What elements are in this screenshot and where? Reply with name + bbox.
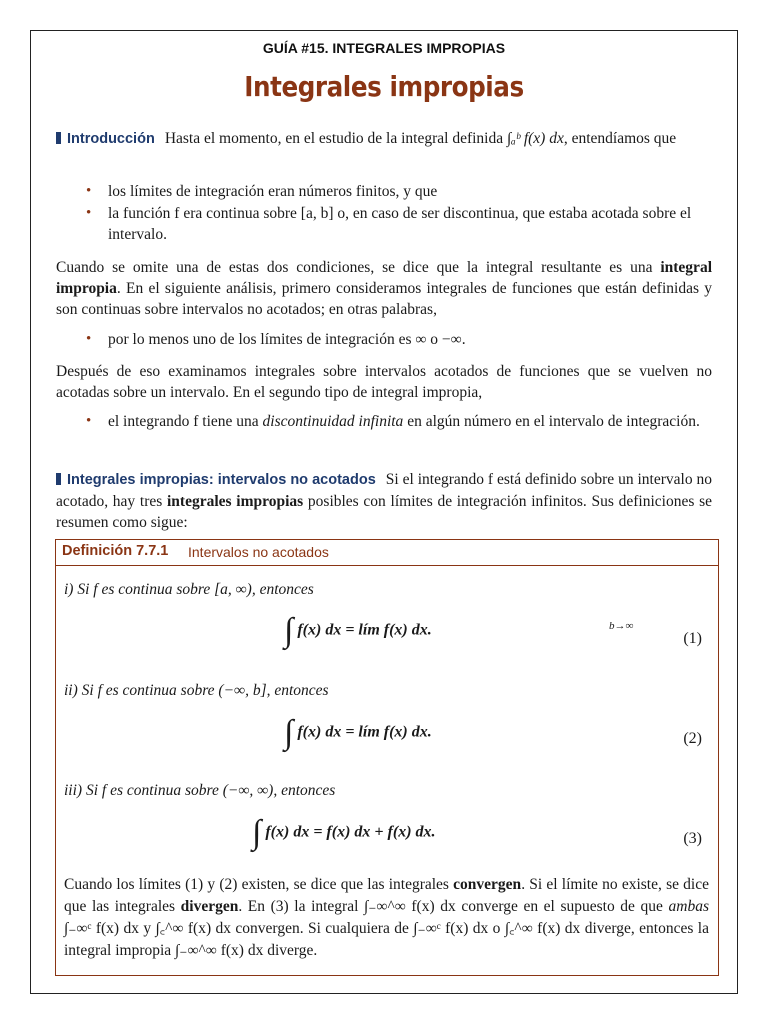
- definition-name: Intervalos no acotados: [188, 544, 329, 560]
- term-convergen: convergen: [453, 876, 522, 893]
- paragraph-bounded: Después de eso examinamos integrales sobre intervalos acotados de funciones que se vuelven no acotadas sobre un intervalo. En el segundo tipo de integral impropia,: [56, 363, 712, 401]
- intro-integral: ∫ₐᵇ f(x) dx: [507, 130, 564, 147]
- intro-text-end: , entendíamos que: [563, 130, 677, 147]
- section-unbounded-paragraph: [56, 469, 712, 533]
- bullet-list-discontinuity: [82, 411, 712, 433]
- case-i: i) Si f es continua sobre [a, ∞), entonces: [64, 581, 314, 598]
- list-item: • por lo menos uno de los límites de integración es ∞ o −∞.: [82, 329, 712, 350]
- paragraph-text: posibles con límites de integración infinitos. Sus definiciones se resumen como sigue:: [56, 493, 712, 531]
- equation-1-number: (1): [683, 630, 702, 647]
- term-ambas: ambas: [668, 898, 709, 915]
- term-discontinuidad: discontinuidad infinita: [262, 413, 404, 430]
- paragraph-text: . En el siguiente análisis, primero consideramos integrales de funciones que están definidas y son continuas sobre intervalos no acotados; en otras palabras,: [56, 280, 712, 318]
- paragraph-text: Cuando se omite una de estas dos condiciones, se dice que la integral resultante es una: [56, 259, 661, 276]
- section-unbounded-heading: Integrales impropias: intervalos no acotados: [67, 472, 376, 488]
- main-title: Integrales impropias: [244, 70, 524, 103]
- equation-2-text: f(x) dx = lím f(x) dx.: [297, 723, 432, 741]
- intro-heading: Introducción: [67, 131, 155, 147]
- equation-1: [284, 612, 634, 649]
- guide-title: GUÍA #15. INTEGRALES IMPROPIAS: [262, 40, 506, 56]
- equation-3: [252, 816, 436, 850]
- term-integral-impropia: integral impropia: [56, 259, 712, 297]
- list-item: • la función f era continua sobre [a, b] o, en caso de ser discontinua, que estaba acotada sobre el intervalo.: [82, 203, 712, 245]
- bullet-list-conditions: [82, 181, 712, 246]
- equation-3-text: f(x) dx = f(x) dx + f(x) dx.: [265, 823, 436, 841]
- definition-footer: [64, 874, 709, 962]
- equation-1-text: f(x) dx = lím f(x) dx.: [297, 621, 432, 639]
- footer-text: Cuando los límites (1) y (2) existen, se dice que las integrales: [64, 876, 454, 893]
- section-marker: [56, 132, 61, 144]
- case-iii: iii) Si f es continua sobre (−∞, ∞), entonces: [64, 782, 336, 799]
- footer-text: . En (3) la integral ∫₋∞^∞ f(x) dx converge en el supuesto de que: [238, 898, 669, 915]
- footer-text: . Si el límite no existe, se dice que las integrales: [64, 876, 709, 915]
- integral-sign: ∫: [284, 612, 294, 649]
- list-text: el integrando f tiene una: [108, 413, 263, 430]
- term-integrales-impropias: integrales impropias: [167, 493, 304, 510]
- definition-box: [55, 539, 719, 976]
- footer-text: ∫₋∞ᶜ f(x) dx y ∫꜀^∞ f(x) dx convergen. Si cualquiera de ∫₋∞ᶜ f(x) dx o ∫꜀^∞ f(x) dx diverge, entonces la integral impropia ∫₋∞^∞ f(x) dx diverge.: [64, 920, 709, 959]
- bullet-list-limits: [82, 329, 712, 351]
- definition-header: [56, 540, 718, 566]
- section-marker: [56, 473, 61, 485]
- list-item: [82, 411, 712, 432]
- list-text: en algún número en el intervalo de integración.: [403, 413, 700, 430]
- paragraph-impropia: [56, 257, 712, 320]
- equation-1-limit: b→∞: [609, 620, 634, 632]
- integral-sign: ∫: [252, 814, 262, 851]
- equation-3-number: (3): [683, 830, 702, 847]
- term-divergen: divergen: [180, 898, 239, 915]
- definition-number: Definición 7.7.1: [62, 543, 169, 559]
- equation-2: [284, 716, 432, 750]
- intro-paragraph: [56, 128, 712, 150]
- intro-text: Hasta el momento, en el estudio de la integral definida: [164, 130, 507, 147]
- equation-2-number: (2): [683, 730, 702, 747]
- list-item: • los límites de integración eran números finitos, y que: [82, 181, 712, 202]
- integral-sign: ∫: [284, 714, 294, 751]
- case-ii: ii) Si f es continua sobre (−∞, b], entonces: [64, 682, 329, 699]
- paragraph-text: Si el integrando f está definido sobre un intervalo no acotado, hay tres: [56, 471, 712, 510]
